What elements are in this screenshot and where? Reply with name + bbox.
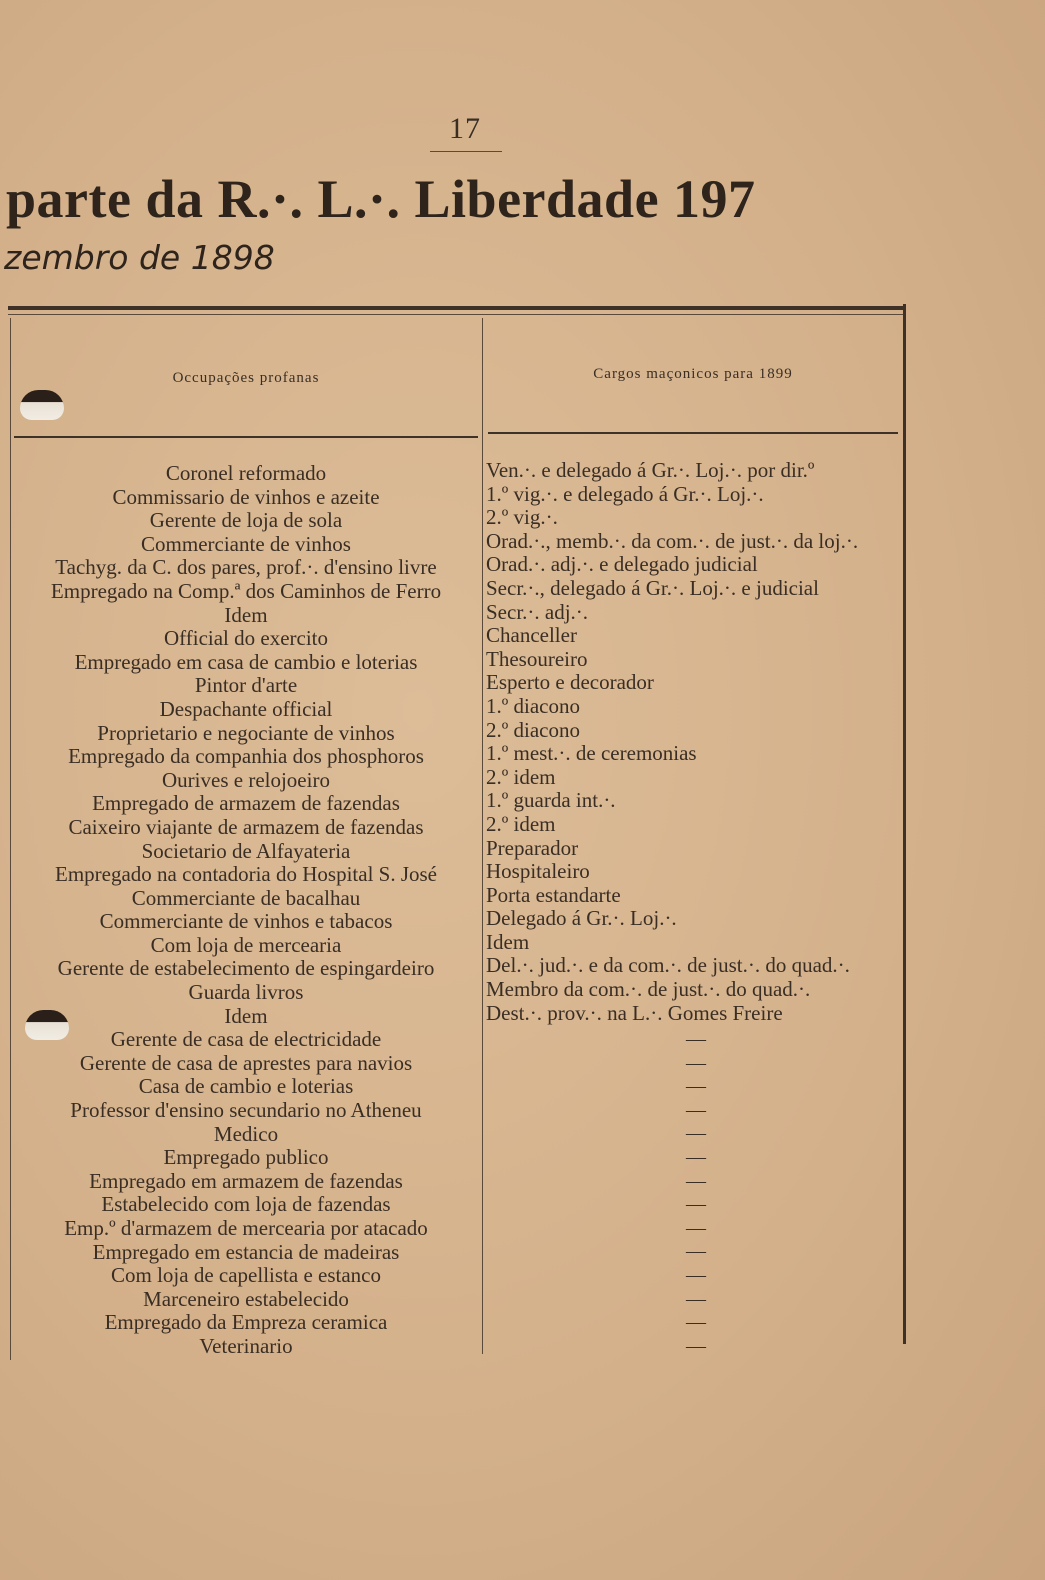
occupation-row: Idem <box>224 603 268 627</box>
cargo-row: Orad.·., memb.·. da com.·. de just.·. da loj.·. <box>486 529 859 553</box>
page-title: parte da R.·. L.·. Liberdade 197 <box>6 169 756 229</box>
empty-cargo-mark: — <box>686 1051 706 1074</box>
cargo-row: Chanceller <box>486 624 577 648</box>
empty-cargo-mark: — <box>686 1028 706 1050</box>
occupation-row: Empregado em armazem de fazendas <box>89 1169 403 1193</box>
occupation-row: Gerente de casa de aprestes para navios <box>79 1051 413 1075</box>
occupation-row: Marceneiro estabelecido <box>143 1287 349 1311</box>
cargo-row: 1.º diacono <box>486 694 580 718</box>
occupation-row: Ourives e relojoeiro <box>162 768 330 792</box>
table-right-border <box>903 304 906 1344</box>
cargo-row: Preparador <box>486 836 579 860</box>
occupation-row: Veterinario <box>199 1334 293 1358</box>
occupation-row: Pintor d'arte <box>194 674 298 698</box>
occupation-row: Despachante official <box>159 697 333 721</box>
occupation-row: Proprietario e negociante de vinhos <box>97 721 395 745</box>
table-top-rule <box>8 306 906 310</box>
occupations-column <box>10 462 482 1359</box>
cargo-row: Delegado á Gr.·. Loj.·. <box>486 907 677 931</box>
column-header-occupations: Occupações profanas <box>172 370 320 386</box>
empty-cargo-mark: — <box>686 1311 706 1334</box>
occupation-row: Gerente de loja de sola <box>149 509 343 533</box>
cargo-row: Thesoureiro <box>486 647 588 671</box>
cargo-row: Dest.·. prov.·. na L.·. Gomes Freire <box>486 1001 783 1025</box>
occupation-row: Empregado publico <box>163 1146 329 1170</box>
cargo-row: 2.º idem <box>486 812 556 836</box>
table-top-rule-thin <box>8 314 906 315</box>
occupation-row: Coronel reformado <box>165 462 327 485</box>
cargo-row: Secr.·., delegado á Gr.·. Loj.·. e judicial <box>486 576 819 600</box>
occupation-row: Com loja de capellista e estanco <box>111 1264 381 1288</box>
page-number-rule <box>430 151 502 152</box>
cargo-row: Orad.·. adj.·. e delegado judicial <box>486 553 758 577</box>
cargo-row: 2.º vig.·. <box>486 506 558 530</box>
page-number: 17 <box>449 112 481 145</box>
empty-cargo-mark: — <box>686 1145 706 1168</box>
page-subtitle: zembro de 1898 <box>4 238 275 277</box>
cargos-column <box>486 459 900 1025</box>
empty-cargo-mark: — <box>686 1334 706 1357</box>
cargo-row: Hospitaleiro <box>486 860 590 884</box>
cargo-row: Ven.·. e delegado á Gr.·. Loj.·. por dir.º <box>486 459 815 482</box>
occupation-row: Commissario de vinhos e azeite <box>112 485 380 509</box>
occupation-row: Professor d'ensino secundario no Atheneu <box>70 1099 422 1123</box>
table-column-divider <box>482 318 483 1354</box>
column-header-cargos: Cargos maçonicos para 1899 <box>593 366 793 382</box>
punch-hole-icon <box>20 390 64 420</box>
occupation-row: Com loja de mercearia <box>150 933 342 957</box>
occupation-row: Empregado em estancia de madeiras <box>92 1240 400 1264</box>
cargo-row: 1.º mest.·. de ceremonias <box>486 742 697 766</box>
occupation-row: Societario de Alfayateria <box>141 839 351 863</box>
cargo-row: Membro da com.·. de just.·. do quad.·. <box>486 978 811 1002</box>
cargo-row: Idem <box>486 930 530 954</box>
empty-cargo-mark: — <box>686 1287 706 1310</box>
occupation-row: Empregado da Empreza ceramica <box>104 1311 388 1335</box>
cargo-row: 2.º idem <box>486 765 556 789</box>
empty-cargo-mark: — <box>686 1240 706 1263</box>
occupation-row: Commerciante de vinhos e tabacos <box>99 910 393 934</box>
occupation-row: Emp.º d'armazem de mercearia por atacado <box>64 1217 428 1240</box>
cargo-row: Del.·. jud.·. e da com.·. de just.·. do quad.·. <box>486 954 850 978</box>
occupation-row: Commerciante de bacalhau <box>131 886 361 910</box>
occupation-row: Gerente de casa de electricidade <box>110 1028 382 1052</box>
occupation-row: Official do exercito <box>163 627 329 651</box>
occupation-row: Casa de cambio e loterias <box>138 1075 354 1099</box>
cargo-row: 2.º diacono <box>486 718 580 742</box>
empty-cargo-mark: — <box>686 1216 706 1239</box>
empty-cargo-mark: — <box>686 1075 706 1098</box>
occupation-row: Empregado da companhia dos phosphoros <box>68 745 424 769</box>
empty-cargo-mark: — <box>686 1169 706 1192</box>
header-rule-right <box>488 432 898 434</box>
occupation-row: Medico <box>213 1122 279 1146</box>
occupation-row: Caixeiro viajante de armazem de fazendas <box>68 815 424 839</box>
occupation-row: Gerente de estabelecimento de espingardeiro <box>57 957 435 981</box>
empty-cargo-marks <box>672 1028 720 1358</box>
occupation-row: Empregado de armazem de fazendas <box>92 792 400 816</box>
empty-cargo-mark: — <box>686 1193 706 1216</box>
cargo-row: Esperto e decorador <box>486 671 654 695</box>
occupation-row: Empregado em casa de cambio e loterias <box>74 650 418 674</box>
empty-cargo-mark: — <box>686 1122 706 1145</box>
cargo-row: 1.º guarda int.·. <box>486 789 616 813</box>
occupation-row: Empregado na contadoria do Hospital S. José <box>55 863 437 887</box>
cargo-row: 1.º vig.·. e delegado á Gr.·. Loj.·. <box>486 482 764 506</box>
header-rule-left <box>14 436 478 438</box>
occupation-row: Commerciante de vinhos <box>141 532 351 556</box>
empty-cargo-mark: — <box>686 1098 706 1121</box>
cargo-row: Secr.·. adj.·. <box>486 600 589 624</box>
occupation-row: Estabelecido com loja de fazendas <box>101 1193 391 1217</box>
occupation-row: Idem <box>224 1004 268 1028</box>
occupation-row: Tachyg. da C. dos pares, prof.·. d'ensino livre <box>55 556 437 580</box>
cargo-row: Porta estandarte <box>486 883 621 907</box>
occupation-row: Guarda livros <box>188 981 304 1005</box>
occupation-row: Empregado na Comp.ª dos Caminhos de Ferro <box>50 579 442 603</box>
empty-cargo-mark: — <box>686 1263 706 1286</box>
